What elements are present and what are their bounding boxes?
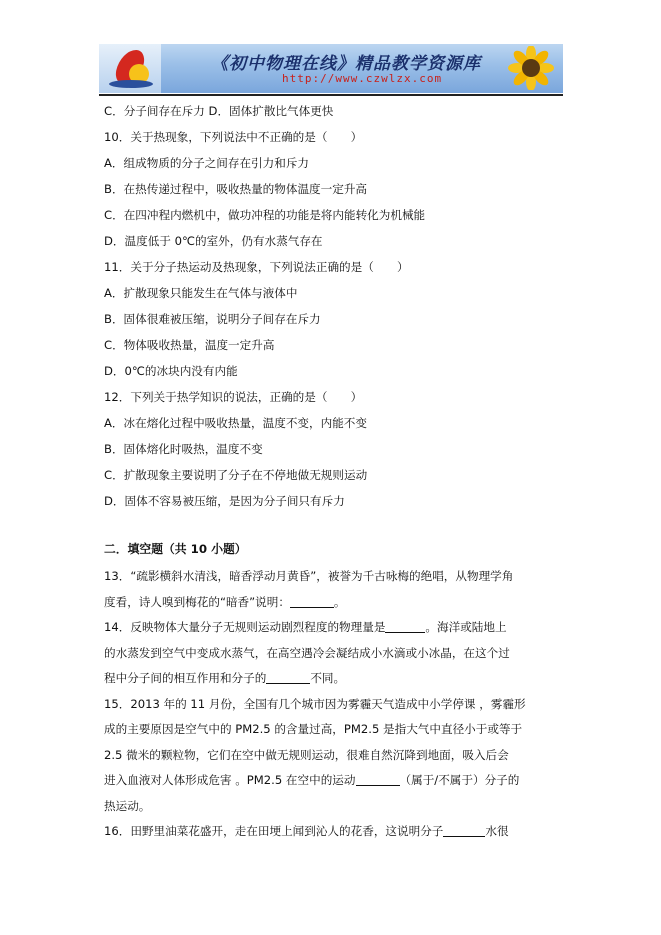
option-line: B．固体很难被压缩，说明分子间存在斥力 bbox=[104, 312, 321, 326]
question-text: （属于/不属于）分子的 bbox=[399, 773, 520, 787]
answer-blank bbox=[356, 771, 400, 786]
question-15-cont: 热运动。 bbox=[104, 798, 151, 813]
answer-blank bbox=[266, 669, 310, 684]
question-15-cont: 2.5 微米的颗粒物，它们在空中做无规则运动，很难自然沉降到地面，吸入后会 bbox=[104, 747, 509, 762]
question-text: 。 bbox=[333, 594, 346, 609]
question-13-cont bbox=[104, 590, 566, 616]
option-line: B．在热传递过程中，吸收热量的物体温度一定升高 bbox=[104, 182, 368, 196]
question-text: 14．反映物体大量分子无规则运动剧烈程度的物理量是 bbox=[104, 620, 386, 634]
question-10: 10．关于热现象，下列说法中不正确的是（ ） bbox=[104, 130, 363, 144]
option-line: C．扩散现象主要说明了分子在不停地做无规则运动 bbox=[104, 468, 368, 482]
option-line: B．固体熔化时吸热，温度不变 bbox=[104, 442, 263, 456]
answer-blank bbox=[443, 822, 485, 837]
option-line: C．物体吸收热量，温度一定升高 bbox=[104, 338, 275, 352]
option-line: A．扩散现象只能发生在气体与液体中 bbox=[104, 286, 298, 300]
question-14-cont: 的水蒸发到空气中变成水蒸气，在高空遇冷会凝结成小水滴或小冰晶，在这个过 bbox=[104, 645, 510, 660]
question-15-cont: 成的主要原因是空气中的 PM2.5 的含量过高，PM2.5 是指大气中直径小于或等于 bbox=[104, 722, 523, 736]
option-line: A．组成物质的分子之间存在引力和斥力 bbox=[104, 156, 310, 170]
question-text: 。海洋或陆地上 bbox=[425, 620, 507, 634]
question-15: 15．2013 年的 11 月份，全国有几个城市因为雾霾天气造成中小学停课 ，雾霾形 bbox=[104, 696, 526, 711]
logo bbox=[99, 44, 161, 93]
question-list bbox=[104, 98, 566, 514]
fill-in-list bbox=[104, 564, 566, 845]
option-line: C．在四冲程内燃机中，做功冲程的功能是将内能转化为机械能 bbox=[104, 208, 426, 222]
banner-url: http://www.czwlzx.com bbox=[282, 72, 443, 85]
question-15-cont bbox=[104, 768, 566, 794]
option-line: C．分子间存在斥力 D．固体扩散比气体更快 bbox=[104, 104, 334, 118]
question-text: 不同。 bbox=[310, 671, 346, 685]
question-14-cont bbox=[104, 666, 566, 692]
option-line: D．固体不容易被压缩，是因为分子间只有斥力 bbox=[104, 494, 345, 508]
answer-blank bbox=[385, 618, 425, 633]
question-text: 进入血液对人体形成危害 。PM2.5 在空中的运动 bbox=[104, 773, 356, 787]
question-text: 程中分子间的相互作用和分子的 bbox=[104, 671, 267, 685]
option-line: A．冰在熔化过程中吸收热量，温度不变，内能不变 bbox=[104, 416, 367, 430]
question-13: 13．“疏影横斜水清浅，暗香浮动月黄昏”，被誉为千古咏梅的绝唱，从物理学角 bbox=[104, 569, 514, 583]
option-line: D．温度低于 0℃的室外，仍有水蒸气存在 bbox=[104, 234, 323, 248]
question-text: 水很 bbox=[485, 824, 509, 838]
banner-title: 《初中物理在线》精品教学资源库 bbox=[211, 54, 481, 74]
answer-blank bbox=[290, 593, 334, 608]
logo-swoosh-shape bbox=[109, 80, 153, 88]
question-text: 16．田野里油菜花盛开，走在田埂上闻到沁人的花香，这说明分子 bbox=[104, 824, 444, 838]
question-12: 12．下列关于热学知识的说法，正确的是（ ） bbox=[104, 390, 363, 404]
option-line: D．0℃的冰块内没有内能 bbox=[104, 364, 238, 378]
header-banner bbox=[99, 44, 563, 93]
question-text: 度看，诗人嗅到梅花的“暗香”说明： bbox=[104, 594, 290, 609]
header-rule bbox=[99, 94, 563, 96]
sunflower-icon bbox=[497, 46, 557, 90]
question-14 bbox=[104, 615, 566, 641]
section-title: 二．填空题（共 10 小题） bbox=[104, 542, 247, 556]
question-16 bbox=[104, 819, 566, 845]
question-11: 11．关于分子热运动及热现象，下列说法正确的是（ ） bbox=[104, 260, 409, 274]
